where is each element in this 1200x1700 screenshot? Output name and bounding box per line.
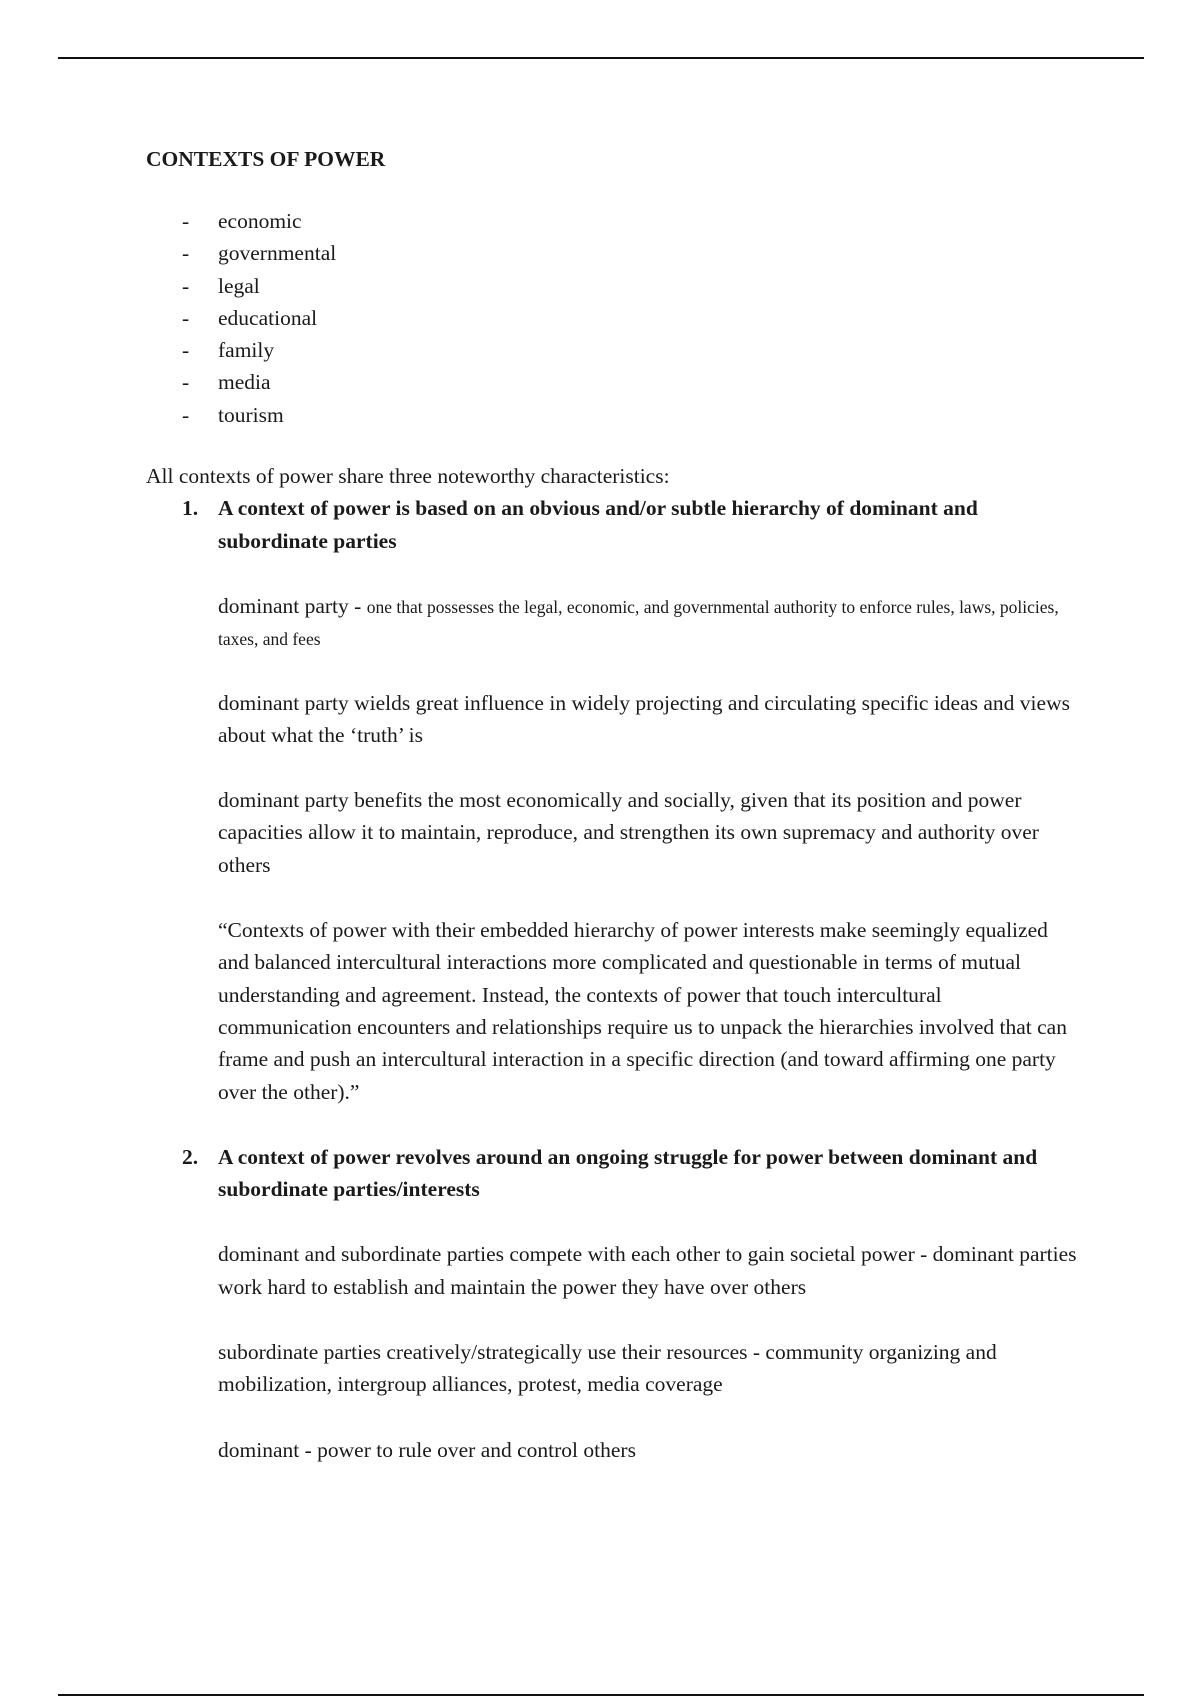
list-item <box>146 205 1086 237</box>
page-title: CONTEXTS OF POWER <box>146 147 386 171</box>
list-item <box>146 399 1086 431</box>
list-item-label: governmental <box>218 241 337 266</box>
item-number: 2. <box>182 1144 199 1169</box>
quote-paragraph: “Contexts of power with their embedded hierarchy of power interests make seemingly equalized and balanced intercultural interactions more complicated and questionable in terms of mutual understanding and agreement. Instead, the contexts of power that touch intercultural communication encounters and relationships require us to unpack the hierarchies involved that can frame and push an intercultural interaction in a specific direction (and toward affirming one party over the other).” <box>218 918 1067 1104</box>
list-item <box>146 302 1086 334</box>
list-item-label: legal <box>218 273 260 298</box>
characteristic-2-title <box>146 1141 1086 1206</box>
document-body <box>146 143 1086 1466</box>
list-item <box>146 366 1086 398</box>
body-paragraph: dominant and subordinate parties compete with each other to gain societal power - dominant parties work hard to establish and maintain the power they have over others <box>218 1242 1077 1299</box>
body-paragraph: dominant party wields great influence in widely projecting and circulating specific ideas and views about what the ‘truth’ is <box>218 690 1070 747</box>
characteristic-title-text: A context of power is based on an obvious and/or subtle hierarchy of dominant and subordinate parties <box>218 496 978 553</box>
characteristic-title-text: A context of power revolves around an ongoing struggle for power between dominant and subordinate parties/interests <box>218 1144 1038 1202</box>
list-item-label: educational <box>218 305 318 330</box>
dash-marker: - <box>182 402 190 427</box>
list-item-label: media <box>218 370 271 395</box>
list-item <box>146 270 1086 302</box>
definition-paragraph <box>146 590 1086 655</box>
definition-term: dominant party - <box>218 593 367 618</box>
list-item-label: family <box>218 338 275 363</box>
body-paragraph: dominant - power to rule over and control others <box>218 1437 636 1462</box>
characteristic-1-title <box>146 492 1086 557</box>
dash-marker: - <box>182 209 190 233</box>
dash-marker: - <box>182 338 190 363</box>
dash-marker: - <box>182 305 190 330</box>
contexts-list <box>146 205 1086 431</box>
dash-marker: - <box>182 241 190 266</box>
intro-sentence: All contexts of power share three noteworthy characteristics: <box>146 464 670 489</box>
body-paragraph: subordinate parties creatively/strategically use their resources - community organizing and mobilization, intergroup alliances, protest, media coverage <box>218 1340 997 1397</box>
top-rule <box>58 57 1144 59</box>
list-item-label: economic <box>218 209 302 233</box>
list-item <box>146 237 1086 269</box>
dash-marker: - <box>182 273 190 298</box>
body-paragraph: dominant party benefits the most economically and socially, given that its position and power capacities allow it to maintain, reproduce, and strengthen its own supremacy and authority over others <box>218 788 1039 877</box>
list-item-label: tourism <box>218 402 284 427</box>
list-item <box>146 334 1086 366</box>
bottom-rule <box>58 1694 1144 1696</box>
definition-text: one that possesses the legal, economic, and governmental authority to enforce rules, laws, policies, taxes, and fees <box>218 596 1059 650</box>
dash-marker: - <box>182 370 190 395</box>
item-number: 1. <box>182 496 199 521</box>
